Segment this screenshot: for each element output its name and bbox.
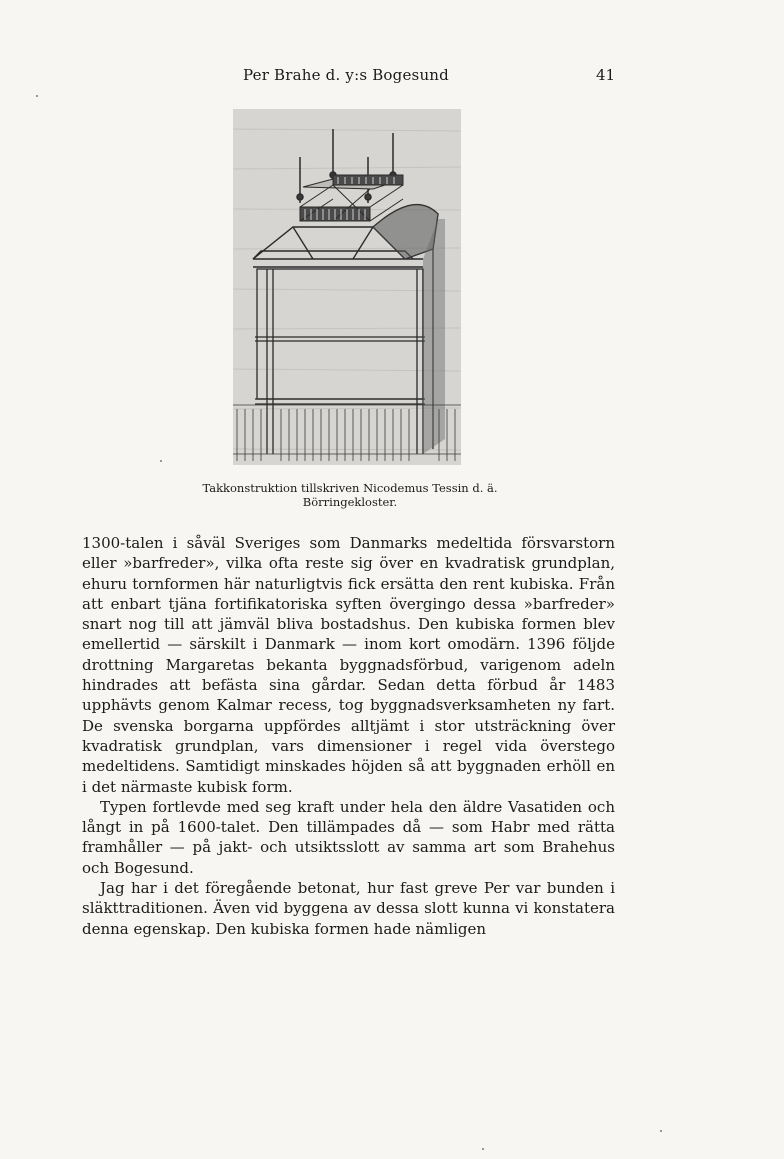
running-title: Per Brahe d. y:s Bogesund: [243, 66, 449, 84]
paper-speck: [36, 95, 38, 97]
page-header: [0, 66, 784, 92]
paper-speck: [160, 460, 162, 462]
roof-construction-figure: [233, 109, 461, 465]
paragraph-1: 1300-talen i såväl Sveriges som Danmarks medeltida försvarstorn eller »barfreder», vilka ofta reste sig över en kvadratisk grundplan, ehuru tornformen här naturligtvis fick ersätta den rent kubiska. Från att enbart tjäna fortifikatoriska syften övergingo dessa »barfreder» snart nog till att jämväl bliva bostadshus. Den kubiska formen blev emellertid — särskilt i Danmark — inom kort omodärn. 1396 följde drottning Margaretas bekanta byggnadsförbud, varigenom adeln hindrades att befästa sina gårdar. Sedan detta förbud år 1483 upphävts genom Kalmar recess, tog byggnadsverksamheten ny fart. De svenska borgarna uppfördes alltjämt i stor utsträckning över kvadratisk grundplan, vars dimensioner i regel vida överstego medeltidens. Samtidigt minskades höjden så att byggnaden erhöll en i det närmaste kubisk form.: [82, 534, 615, 796]
caption-line-1: Takkonstruktion tillskriven Nicodemus Tessin d. ä.: [202, 481, 498, 495]
paragraph-3: Jag har i det föregående betonat, hur fast greve Per var bunden i släkttraditionen. Även vid byggena av dessa slott kunna vi konstatera denna egenskap. Den kubiska formen hade nämligen: [82, 879, 615, 938]
caption-line-2: Börringekloster.: [302, 495, 398, 509]
paper-speck: [482, 1148, 484, 1150]
page-number: 41: [596, 66, 616, 84]
paragraph-2: Typen fortlevde med seg kraft under hela den äldre Vasatiden och långt in på 1600-talet. Den tillämpades då — som Habr med rätta framhåller — på jakt- och utsiktsslott av samma art som Brahehus och Bogesund.: [82, 797, 615, 877]
roof-construction-drawing: [233, 109, 461, 465]
paper-speck: [660, 1130, 662, 1132]
body-text: [82, 533, 615, 939]
figure-caption: [150, 481, 550, 509]
